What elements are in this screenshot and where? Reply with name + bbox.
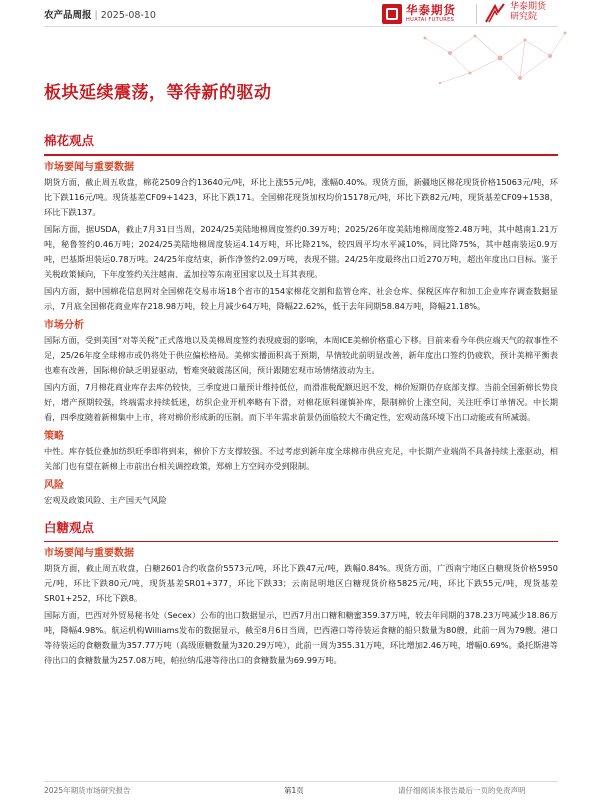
report-body <box>44 131 558 670</box>
cotton-market-news-heading: 市场要闻与重要数据 <box>44 161 134 173</box>
cotton-strategy-heading: 策略 <box>44 430 64 442</box>
cotton-domestic-paragraph: 国内方面，据中国棉花信息网对全国棉花交易市场18个省市的154家棉花交割和监管仓库、社会仓库、保税区库存和加工企业库存调查数据显示，7月底全国棉花商业库存218.98万吨，较上月减少64万吨，降幅22.62%，低于去年同期58.84万吨，降幅21.18%。 <box>44 285 558 311</box>
report-date: 2025-08-10 <box>100 10 156 21</box>
report-title: 板块延续震荡，等待新的驱动 <box>44 83 272 103</box>
cotton-risk-heading: 风险 <box>44 479 64 491</box>
footer-report-name: 2025年期货市场研究报告 <box>44 786 131 795</box>
sugar-market-news-heading: 市场要闻与重要数据 <box>44 548 134 559</box>
logo2-line2: 研究院 <box>510 12 538 22</box>
cotton-analysis-heading: 市场分析 <box>44 319 84 331</box>
research-logo-icon <box>484 2 506 24</box>
cotton-risk-paragraph: 宏观及政策风险、主产国天气风险 <box>44 494 167 505</box>
sugar-international-paragraph: 国际方面，巴西对外贸易秘书处（Secex）公布的出口数据显示，巴西7月出口糖和糖蜜359.37万吨，较去年同期的378.23万吨减少18.86万吨，降幅4.98%。航运机构Williams发布的数据显示，截至8月6日当周，巴西港口等待装运食糖的船只数量为80艘，此前一周为79艘。港口等待装运的食糖数量为357.77万吨（高级原糖数量为320.29万吨），此前一周为355.31万吨，环比增加2.46万吨，增幅0.69%。桑托斯港等待出口的食糖数量为257.08万吨，帕拉纳瓜港等待出口的食糖数量为69.99万吨。 <box>44 610 558 665</box>
sugar-section-rule <box>44 541 558 543</box>
footer-disclaimer: 请仔细阅读本报告最后一页的免责声明 <box>398 786 526 795</box>
header-rule <box>44 26 558 27</box>
sugar-futures-paragraph: 期货方面，截止周五收盘，白糖2601合约收盘价5573元/吨，环比下跌47元/吨，跌幅0.84%。现货方面，广西南宁地区白糖现货价格5950元/吨，环比下跌80元/吨，现货基差SR01+377，环比下跌33；云南昆明地区白糖现货价格5825元/吨，环比下跌55元/吨，现货基差SR01+252，环比下跌8。 <box>44 563 558 603</box>
footer-rule <box>44 781 558 782</box>
logo1-cn-text: 华泰期货 <box>406 2 456 17</box>
cotton-strategy-paragraph: 中性。库存低位叠加纺织旺季即将到来，棉价下方支撑较强。不过考虑到新年度全球棉市供应充足，中长期产业端尚不具备持续上涨驱动，相关部门也有望在新棉上市前出台相关调控政策，郑棉上方空间亦受到限制。 <box>44 445 558 471</box>
cotton-analysis-domestic: 国内方面，7月棉花商业库存去库仍较快，三季度进口量预计维持低位，而滑准税配额迟迟不发，棉价短期仍存底部支撑。当前全国新棉长势良好，增产预期较强，终端需求持续低迷，纺织企业开机率略有下滑，对棉花原料谨慎补库，限制棉价上涨空间，关注旺季订单情况。中长期看，四季度随着新棉集中上市，将对棉价形成新的压制。而下半年需求前景仍面临较大不确定性，宏观动荡环境下出口动能或有所减弱。 <box>44 381 558 422</box>
cotton-section-title: 棉花观点 <box>44 133 95 148</box>
cotton-analysis-international: 国际方面，受到美国“对等关税”正式落地以及美棉周度签约表现疲弱的影响，本周ICE美棉价格重心下移。目前来看今年供应端天气的叙事性不足，25/26年度全球棉市或仍将处于供应偏松格局。美棉实播面积高于预期，旱情较此前明显改善，新年度出口签约仍疲软，预计美棉平衡表也难有改善，国际棉价缺乏明显驱动，暂难突破震荡区间，预计跟随宏观市场情绪波动为主。 <box>44 334 558 375</box>
huatai-futures-logo <box>382 2 456 26</box>
cotton-futures-paragraph: 期货方面，截止周五收盘，棉花2509合约13640元/吨，环比上涨55元/吨，涨幅0.40%。现货方面，新疆地区棉花现货价格15063元/吨，环比下跌116元/吨。现货基差CF09+1423，环比下跌171。全国棉花现货加权均价15178元/吨，环比下跌82元/吨，现货基差CF09+1538，环比下跌137。 <box>44 176 558 217</box>
huatai-logo-icon <box>382 4 402 24</box>
cotton-international-paragraph: 国际方面，据USDA，截止7月31日当周，2024/25美陆地棉周度签约0.39万吨；2025/26年度美陆地棉周度签2.48万吨，其中越南1.21万吨，秘鲁签约0.46万吨；2024/25美陆地棉周度装运4.14万吨，环比降21%，较四周平均水平减10%，同比降75%，其中越南装运0.9万吨，巴基斯坦装运0.78万吨。24/25年度结束，新作净签约2.09万吨，表现不错。24/25年度最终出口近270万吨，超出年度出口目标。鉴于关税政策倾向，下年度签约关注越南、孟加拉等东南亚国家以及土耳其表现。 <box>44 223 558 279</box>
logo1-en-text: HUATAI FUTURES <box>406 17 455 24</box>
logo2-line1: 华泰期货 <box>510 2 547 13</box>
research-institute-logo <box>484 2 546 24</box>
sugar-section-title: 白糖观点 <box>44 519 95 535</box>
report-meta: 农产品周报 | 2025-08-10 <box>44 10 156 21</box>
report-type: 农产品周报 <box>44 10 92 21</box>
logo-divider <box>476 4 477 24</box>
page-number: 第1页 <box>284 786 304 795</box>
cotton-section-rule <box>44 154 558 156</box>
decorative-network-graphic <box>420 28 570 88</box>
